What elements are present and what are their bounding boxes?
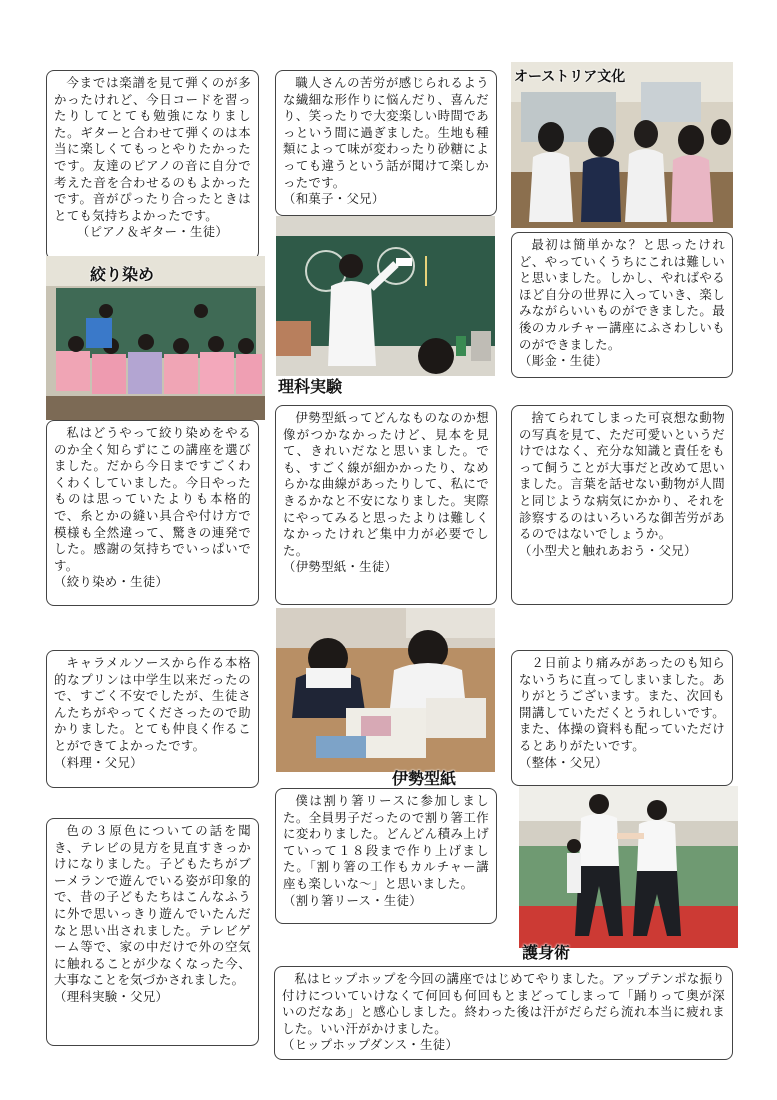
article-piano — [46, 70, 259, 260]
article-text: 職人さんの苦労が感じられるような繊細な形作りに悩んだり、喜んだり、笑ったりで大変楽しい時間であっという間に過ぎました。生地も種類によって味が変わったり砂糖によっても違うという話が聞けて楽しかったです。 — [283, 75, 489, 190]
caption-austria-culture: オーストリア文化 — [514, 69, 626, 85]
article-signature: （理科実験・父兄） — [54, 988, 169, 1004]
photo-isekatagami — [276, 608, 495, 772]
photo-goshinjutsu — [519, 786, 738, 948]
photo-isekatagami-image — [276, 608, 495, 772]
article-signature: （ヒップホップダンス・生徒） — [282, 1037, 459, 1053]
article-hiphop — [274, 966, 733, 1060]
photo-shibori-image — [46, 256, 265, 420]
article-shibori — [46, 420, 259, 606]
article-signature: （伊勢型紙・生徒） — [283, 559, 398, 575]
article-signature: （料理・父兄） — [54, 754, 143, 770]
photo-rika-jikken — [276, 216, 495, 376]
caption-goshinjutsu: 護身術 — [522, 943, 571, 962]
article-signature: （割り箸リース・生徒） — [283, 892, 422, 908]
article-signature: （整体・父兄） — [519, 754, 608, 770]
caption-shibori: 絞り染め — [90, 265, 155, 284]
article-text: 色の３原色についての話を聞き、テレビの見方を見直すきっかけになりました。子どもたちがブーメランで遊んでいる姿が印象的で、昔の子どもたちはこんなふうに外で思いっきり遊んでいたんだなと思い出されました。テレビゲーム等で、家の中だけで外の空気に触れることが少なくなった今、大事なことを気づかされました。 — [54, 823, 251, 988]
photo-rika-jikken-image — [276, 216, 495, 376]
article-cooking — [46, 650, 259, 788]
article-isekatagami — [275, 405, 497, 605]
article-wagashi — [275, 70, 497, 216]
article-text: 最初は簡単かな？と思ったけれど、やっていくうちにこれは難しいと思いました。しかし、やればやるほど自分の世界に入っていき、楽しみながらいいものができました。最後のカルチャー講座にふさわしいものができました。 — [519, 237, 725, 352]
photo-shibori — [46, 256, 265, 420]
article-signature: （和菓子・父兄） — [283, 191, 385, 207]
article-text: 今までは楽譜を見て弾くのが多かったけれど、今日コードを習ったりしてとても勉強になりました。ギターと合わせて弾くのは本当に楽しくてもっとやりたかったです。友達のピアノの音に自分で考えた音を合わせるのもよかったです。音がぴったり合ったときはとても気持ちよかったです。 — [54, 75, 251, 223]
article-text: 僕は割り箸リースに参加しました。全員男子だったので割り箸工作に変わりました。どんどん積み上げていって１８段まで作り上げました。「割り箸の工作もカルチャー講座も楽しいな～」と思いました。 — [283, 793, 489, 891]
article-text: 私はどうやって絞り染めをやるのか全く知らずにこの講座を選びました。だから今日まですごくわくわくしていました。今日やったものは思っていたよりも本格的で、糸とかの縫い具合や付け方で模様も全然違って、驚きの連発でした。感謝の気持ちでいっぱいです。 — [54, 425, 251, 573]
caption-rika-jikken: 理科実験 — [278, 377, 343, 396]
article-waribashi — [275, 788, 497, 924]
article-text: キャラメルソースから作る本格的なプリンは中学生以来だったので、すごく不安でしたが、生徒さんたちがやってくださったので助かりました。とても仲良く作ることができてよかったです。 — [54, 655, 251, 753]
article-text: ２日前より痛みがあったのも知らないうちに直ってしまいました。ありがとうございます。また、次回も開講していただくとうれしいです。また、体操の資料も配っていただけるとありがたいです。 — [519, 655, 725, 753]
article-signature: （ピアノ＆ギター・生徒） — [76, 224, 229, 240]
article-seitai — [511, 650, 733, 786]
photo-austria-culture — [511, 62, 733, 228]
article-science — [46, 818, 259, 1046]
photo-austria-culture-image — [511, 62, 733, 228]
article-text: 捨てられてしまった可哀想な動物の写真を見て、ただ可愛いというだけではなく、充分な知識と責任をもって飼うことが大事だと改めて思いました。言葉を話せない動物が人間と同じような病気にかかり、それを診察するのはいろいろな御苦労があるのではないでしょうか。 — [519, 410, 725, 542]
article-text: 伊勢型紙ってどんなものなのか想像がつかなかったけど、見本を見て、きれいだなと思いました。でも、すごく線が細かかったり、なめらかな曲線があったりして、私にできるかなと不安になりました。実際にやってみると思ったよりは難しくなかったけれど集中力が必要でした。 — [283, 410, 489, 558]
article-text: 私はヒップホップを今回の講座ではじめてやりました。アップテンポな振り付けについていけなくて何回も何回もとまどってしまって「踊りって奥が深いのだなあ」と感心しました。終わった後は汗がだらだら流れ本当に疲れました。いい汗がかけました。 — [282, 971, 725, 1036]
article-signature: （絞り染め・生徒） — [54, 574, 169, 590]
caption-isekatagami: 伊勢型紙 — [392, 769, 457, 788]
article-chokin — [511, 232, 733, 378]
article-pet — [511, 405, 733, 605]
article-signature: （小型犬と触れあおう・父兄） — [519, 542, 697, 558]
article-signature: （彫金・生徒） — [519, 353, 608, 369]
photo-goshinjutsu-image — [519, 786, 738, 948]
